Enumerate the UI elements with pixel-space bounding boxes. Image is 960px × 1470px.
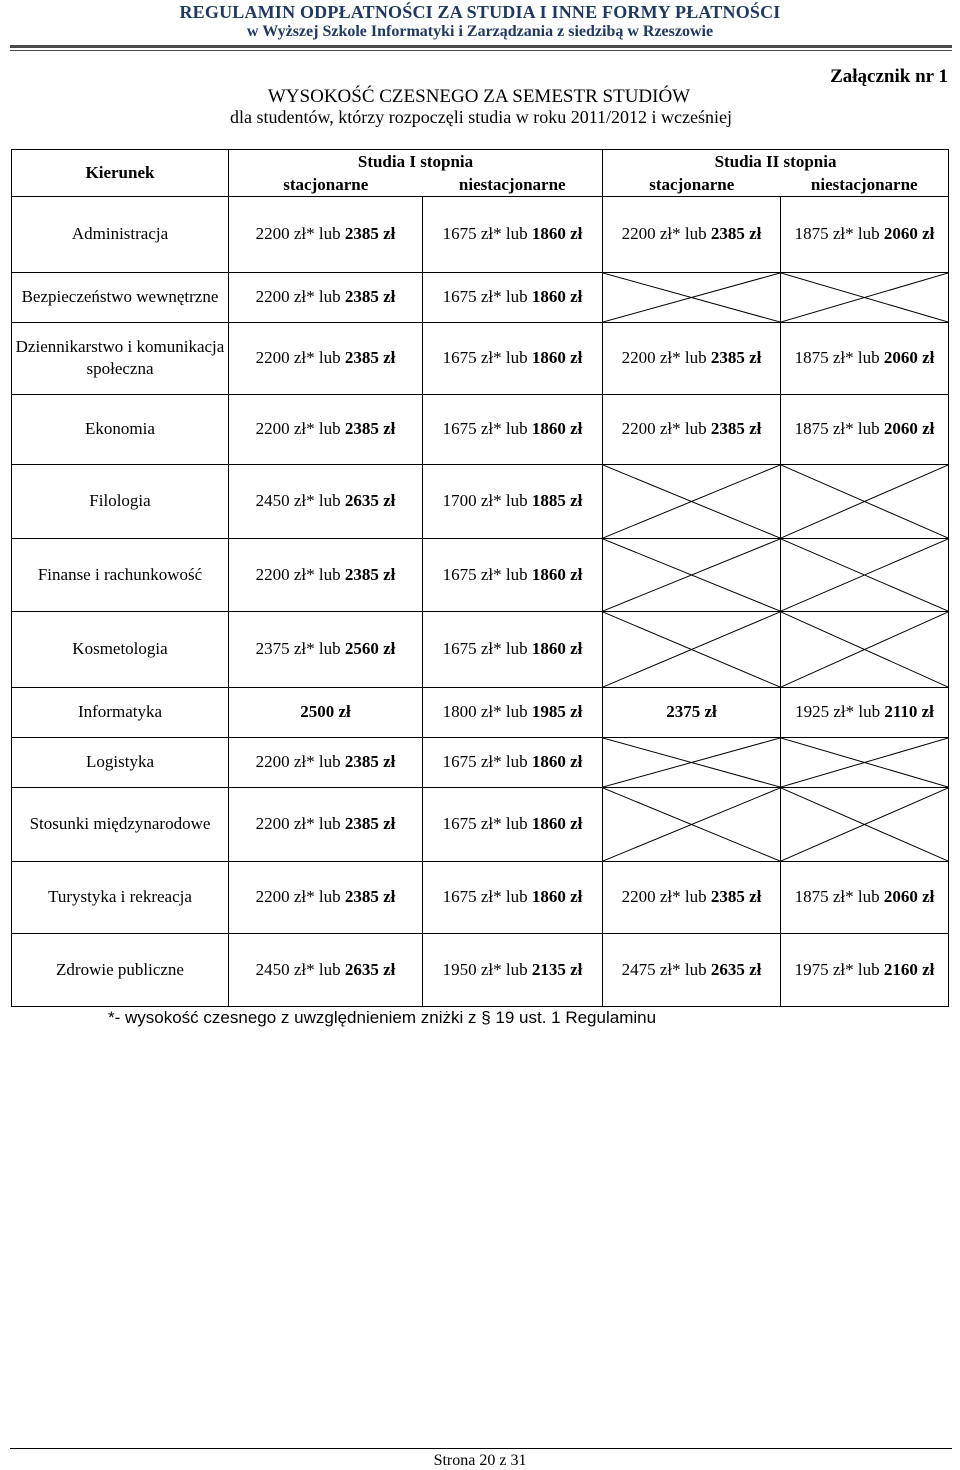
document-header-subtitle: w Wyższej Szkole Informatyki i Zarządzania z siedzibą w Rzeszowie bbox=[246, 23, 714, 40]
table-row bbox=[12, 611, 949, 687]
header-rule bbox=[10, 45, 952, 48]
fee-discounted: 1675 zł* lub bbox=[442, 639, 532, 658]
fee-standard: 1885 zł bbox=[531, 491, 583, 510]
fee-discounted: 2475 zł* lub bbox=[621, 959, 711, 979]
fee-cell bbox=[423, 737, 603, 787]
table-row bbox=[12, 861, 949, 933]
cross-out-icon bbox=[781, 465, 948, 538]
cross-out-icon bbox=[603, 788, 780, 861]
row-label-kierunek: Kosmetologia bbox=[12, 611, 229, 687]
fee-cell bbox=[229, 538, 423, 611]
cross-out-icon bbox=[603, 465, 780, 538]
cross-out-icon bbox=[781, 788, 948, 861]
table-row bbox=[12, 394, 949, 464]
fee-standard: 2060 zł bbox=[883, 348, 935, 367]
table-row bbox=[12, 322, 949, 394]
fee-standard: 2385 zł bbox=[344, 887, 396, 906]
column-group-second-degree: Studia II stopnia bbox=[603, 150, 949, 174]
fee-cell bbox=[423, 394, 603, 464]
fee-discounted: 1950 zł* lub bbox=[442, 959, 532, 979]
fee-discounted: 2200 zł* lub bbox=[255, 752, 345, 771]
document-header-title: REGULAMIN ODPŁATNOŚCI ZA STUDIA I INNE FORMY PŁATNOŚCI bbox=[179, 2, 781, 22]
fee-discounted: 1875 zł* lub bbox=[794, 419, 884, 438]
not-offered-cell bbox=[603, 464, 781, 538]
cross-out-icon bbox=[781, 612, 948, 687]
column-header-mode: stacjonarne bbox=[229, 174, 423, 197]
column-header-mode: niestacjonarne bbox=[423, 174, 603, 197]
fee-cell bbox=[603, 394, 781, 464]
table-row bbox=[12, 196, 949, 272]
fee-standard: 2385 zł bbox=[344, 752, 396, 771]
fee-discounted: 1875 zł* lub bbox=[794, 887, 884, 906]
table-row bbox=[12, 787, 949, 861]
fee-standard: 2635 zł bbox=[344, 959, 396, 979]
fees-table-body bbox=[12, 150, 949, 1007]
fee-cell bbox=[423, 322, 603, 394]
fee-discounted: 1875 zł* lub bbox=[794, 348, 884, 367]
table-row bbox=[12, 538, 949, 611]
fee-standard: 1860 zł bbox=[531, 419, 583, 438]
fee-discounted: 1800 zł* lub bbox=[442, 702, 532, 721]
column-header-kierunek: Kierunek bbox=[12, 150, 229, 197]
table-row bbox=[12, 272, 949, 322]
fee-standard: 2635 zł bbox=[710, 959, 762, 979]
not-offered-cell bbox=[603, 538, 781, 611]
table-row bbox=[12, 687, 949, 737]
cross-out-icon bbox=[603, 273, 780, 322]
fee-discounted: 2200 zł* lub bbox=[621, 348, 711, 367]
fee-standard: 2375 zł bbox=[666, 702, 717, 721]
fee-cell bbox=[423, 272, 603, 322]
fee-standard: 1860 zł bbox=[531, 887, 583, 906]
fee-standard: 2385 zł bbox=[710, 419, 762, 438]
table-row bbox=[12, 737, 949, 787]
fee-discounted: 2200 zł* lub bbox=[255, 564, 345, 584]
row-label-kierunek: Ekonomia bbox=[12, 394, 229, 464]
fee-cell bbox=[229, 737, 423, 787]
row-label-kierunek: Zdrowie publiczne bbox=[12, 933, 229, 1006]
fee-cell bbox=[229, 611, 423, 687]
not-offered-cell bbox=[781, 737, 949, 787]
footer-rule bbox=[10, 1448, 952, 1449]
fee-standard: 2110 zł bbox=[884, 702, 934, 721]
cross-out-icon bbox=[603, 612, 780, 687]
row-label-kierunek: Administracja bbox=[12, 196, 229, 272]
fee-cell bbox=[423, 787, 603, 861]
not-offered-cell bbox=[781, 464, 949, 538]
fee-discounted: 1675 zł* lub bbox=[442, 887, 532, 906]
fee-standard: 2385 zł bbox=[344, 419, 396, 438]
fee-discounted: 2200 zł* lub bbox=[621, 887, 711, 906]
fee-cell bbox=[781, 687, 949, 737]
fee-cell bbox=[781, 394, 949, 464]
fee-cell bbox=[229, 933, 423, 1006]
fee-discounted: 2200 zł* lub bbox=[621, 419, 711, 438]
fee-cell bbox=[229, 787, 423, 861]
not-offered-cell bbox=[781, 787, 949, 861]
fee-cell bbox=[423, 861, 603, 933]
fee-standard: 1985 zł bbox=[531, 702, 583, 721]
fee-cell bbox=[603, 322, 781, 394]
fee-discounted: 1675 zł* lub bbox=[442, 348, 532, 367]
fee-cell bbox=[229, 322, 423, 394]
fee-standard: 2160 zł bbox=[883, 959, 935, 979]
cross-out-icon bbox=[603, 539, 780, 611]
column-group-first-degree: Studia I stopnia bbox=[229, 150, 603, 174]
fee-standard: 2385 zł bbox=[710, 224, 762, 243]
fee-cell bbox=[229, 394, 423, 464]
fee-standard: 2060 zł bbox=[883, 224, 935, 243]
fee-cell bbox=[423, 611, 603, 687]
page-subtitle: dla studentów, którzy rozpoczęli studia w roku 2011/2012 i wcześniej bbox=[229, 107, 733, 127]
not-offered-cell bbox=[603, 272, 781, 322]
column-header-mode: stacjonarne bbox=[603, 174, 781, 197]
fee-discounted: 1675 zł* lub bbox=[442, 287, 532, 306]
cross-out-icon bbox=[781, 539, 948, 611]
cross-out-icon bbox=[781, 738, 948, 787]
fee-discounted: 2450 zł* lub bbox=[255, 491, 345, 510]
fee-discounted: 2200 zł* lub bbox=[621, 224, 711, 243]
fee-discounted: 1925 zł* lub bbox=[795, 702, 885, 721]
fee-standard: 2060 zł bbox=[883, 887, 935, 906]
fee-discounted: 2200 zł* lub bbox=[255, 348, 345, 367]
fee-discounted: 1675 zł* lub bbox=[442, 419, 532, 438]
fee-standard: 1860 zł bbox=[531, 814, 583, 833]
fee-standard: 2385 zł bbox=[344, 224, 396, 243]
column-header-mode: niestacjonarne bbox=[781, 174, 949, 197]
fee-discounted: 2200 zł* lub bbox=[255, 287, 345, 306]
row-label-kierunek: Logistyka bbox=[12, 737, 229, 787]
fee-standard: 1860 zł bbox=[531, 224, 583, 243]
fee-cell bbox=[229, 687, 423, 737]
fee-discounted: 1675 zł* lub bbox=[442, 224, 532, 243]
row-label-kierunek: Finanse i rachunkowość bbox=[12, 538, 229, 611]
fee-cell bbox=[229, 272, 423, 322]
fee-cell bbox=[603, 687, 781, 737]
fee-standard: 1860 zł bbox=[531, 752, 583, 771]
fee-standard: 2385 zł bbox=[344, 814, 396, 833]
fee-standard: 2385 zł bbox=[344, 287, 396, 306]
table-row bbox=[12, 464, 949, 538]
fee-discounted: 2375 zł* lub bbox=[255, 639, 345, 658]
fee-cell bbox=[229, 861, 423, 933]
fee-discounted: 2450 zł* lub bbox=[255, 959, 345, 979]
cross-out-icon bbox=[781, 273, 948, 322]
cross-out-icon bbox=[603, 738, 780, 787]
not-offered-cell bbox=[781, 611, 949, 687]
fee-cell bbox=[423, 538, 603, 611]
row-label-kierunek: Dziennikarstwo i komunikacja społeczna bbox=[12, 322, 229, 394]
row-label-kierunek: Stosunki międzynarodowe bbox=[12, 787, 229, 861]
page-title: WYSOKOŚĆ CZESNEGO ZA SEMESTR STUDIÓW bbox=[267, 86, 691, 107]
header-rule-thin bbox=[10, 50, 952, 51]
fee-cell bbox=[781, 196, 949, 272]
fee-cell bbox=[229, 196, 423, 272]
fee-cell bbox=[423, 933, 603, 1006]
fee-standard: 2560 zł bbox=[344, 639, 396, 658]
fee-cell bbox=[603, 861, 781, 933]
fee-standard: 1860 zł bbox=[531, 564, 583, 584]
row-label-kierunek: Filologia bbox=[12, 464, 229, 538]
not-offered-cell bbox=[603, 787, 781, 861]
fee-cell bbox=[229, 464, 423, 538]
not-offered-cell bbox=[781, 538, 949, 611]
fee-standard: 2060 zł bbox=[883, 419, 935, 438]
not-offered-cell bbox=[603, 611, 781, 687]
not-offered-cell bbox=[603, 737, 781, 787]
page-number: Strona 20 z 31 bbox=[433, 1452, 527, 1469]
fee-standard: 1860 zł bbox=[531, 348, 583, 367]
fee-cell bbox=[781, 933, 949, 1006]
fee-standard: 2500 zł bbox=[300, 702, 351, 721]
not-offered-cell bbox=[781, 272, 949, 322]
fee-standard: 2135 zł bbox=[531, 959, 583, 979]
attachment-label: Załącznik nr 1 bbox=[830, 66, 948, 87]
fee-discounted: 1675 zł* lub bbox=[442, 814, 532, 833]
fee-cell bbox=[603, 933, 781, 1006]
table-header-row-groups bbox=[12, 150, 949, 174]
fee-discounted: 1700 zł* lub bbox=[442, 491, 532, 510]
fee-standard: 2385 zł bbox=[710, 348, 762, 367]
fee-cell bbox=[423, 196, 603, 272]
fee-discounted: 1875 zł* lub bbox=[794, 224, 884, 243]
fee-discounted: 1975 zł* lub bbox=[794, 959, 884, 979]
fee-cell bbox=[603, 196, 781, 272]
fee-discounted: 2200 zł* lub bbox=[255, 814, 345, 833]
row-label-kierunek: Turystyka i rekreacja bbox=[12, 861, 229, 933]
fee-discounted: 2200 zł* lub bbox=[255, 887, 345, 906]
row-label-kierunek: Informatyka bbox=[12, 687, 229, 737]
row-label-kierunek: Bezpieczeństwo wewnętrzne bbox=[12, 272, 229, 322]
fee-standard: 2385 zł bbox=[344, 348, 396, 367]
fee-cell bbox=[423, 464, 603, 538]
fee-standard: 1860 zł bbox=[531, 287, 583, 306]
fee-standard: 2635 zł bbox=[344, 491, 396, 510]
table-row bbox=[12, 933, 949, 1006]
fee-cell bbox=[423, 687, 603, 737]
fee-discounted: 1675 zł* lub bbox=[442, 752, 532, 771]
fee-discounted: 2200 zł* lub bbox=[255, 419, 345, 438]
fee-standard: 2385 zł bbox=[344, 564, 396, 584]
fee-discounted: 1675 zł* lub bbox=[442, 564, 532, 584]
fee-cell bbox=[781, 322, 949, 394]
fee-standard: 1860 zł bbox=[531, 639, 583, 658]
fee-discounted: 2200 zł* lub bbox=[255, 224, 345, 243]
fee-standard: 2385 zł bbox=[710, 887, 762, 906]
fees-table bbox=[11, 149, 949, 1007]
footnote: *- wysokość czesnego z uwzględnieniem zniżki z § 19 ust. 1 Regulaminu bbox=[108, 1008, 657, 1027]
fee-cell bbox=[781, 861, 949, 933]
